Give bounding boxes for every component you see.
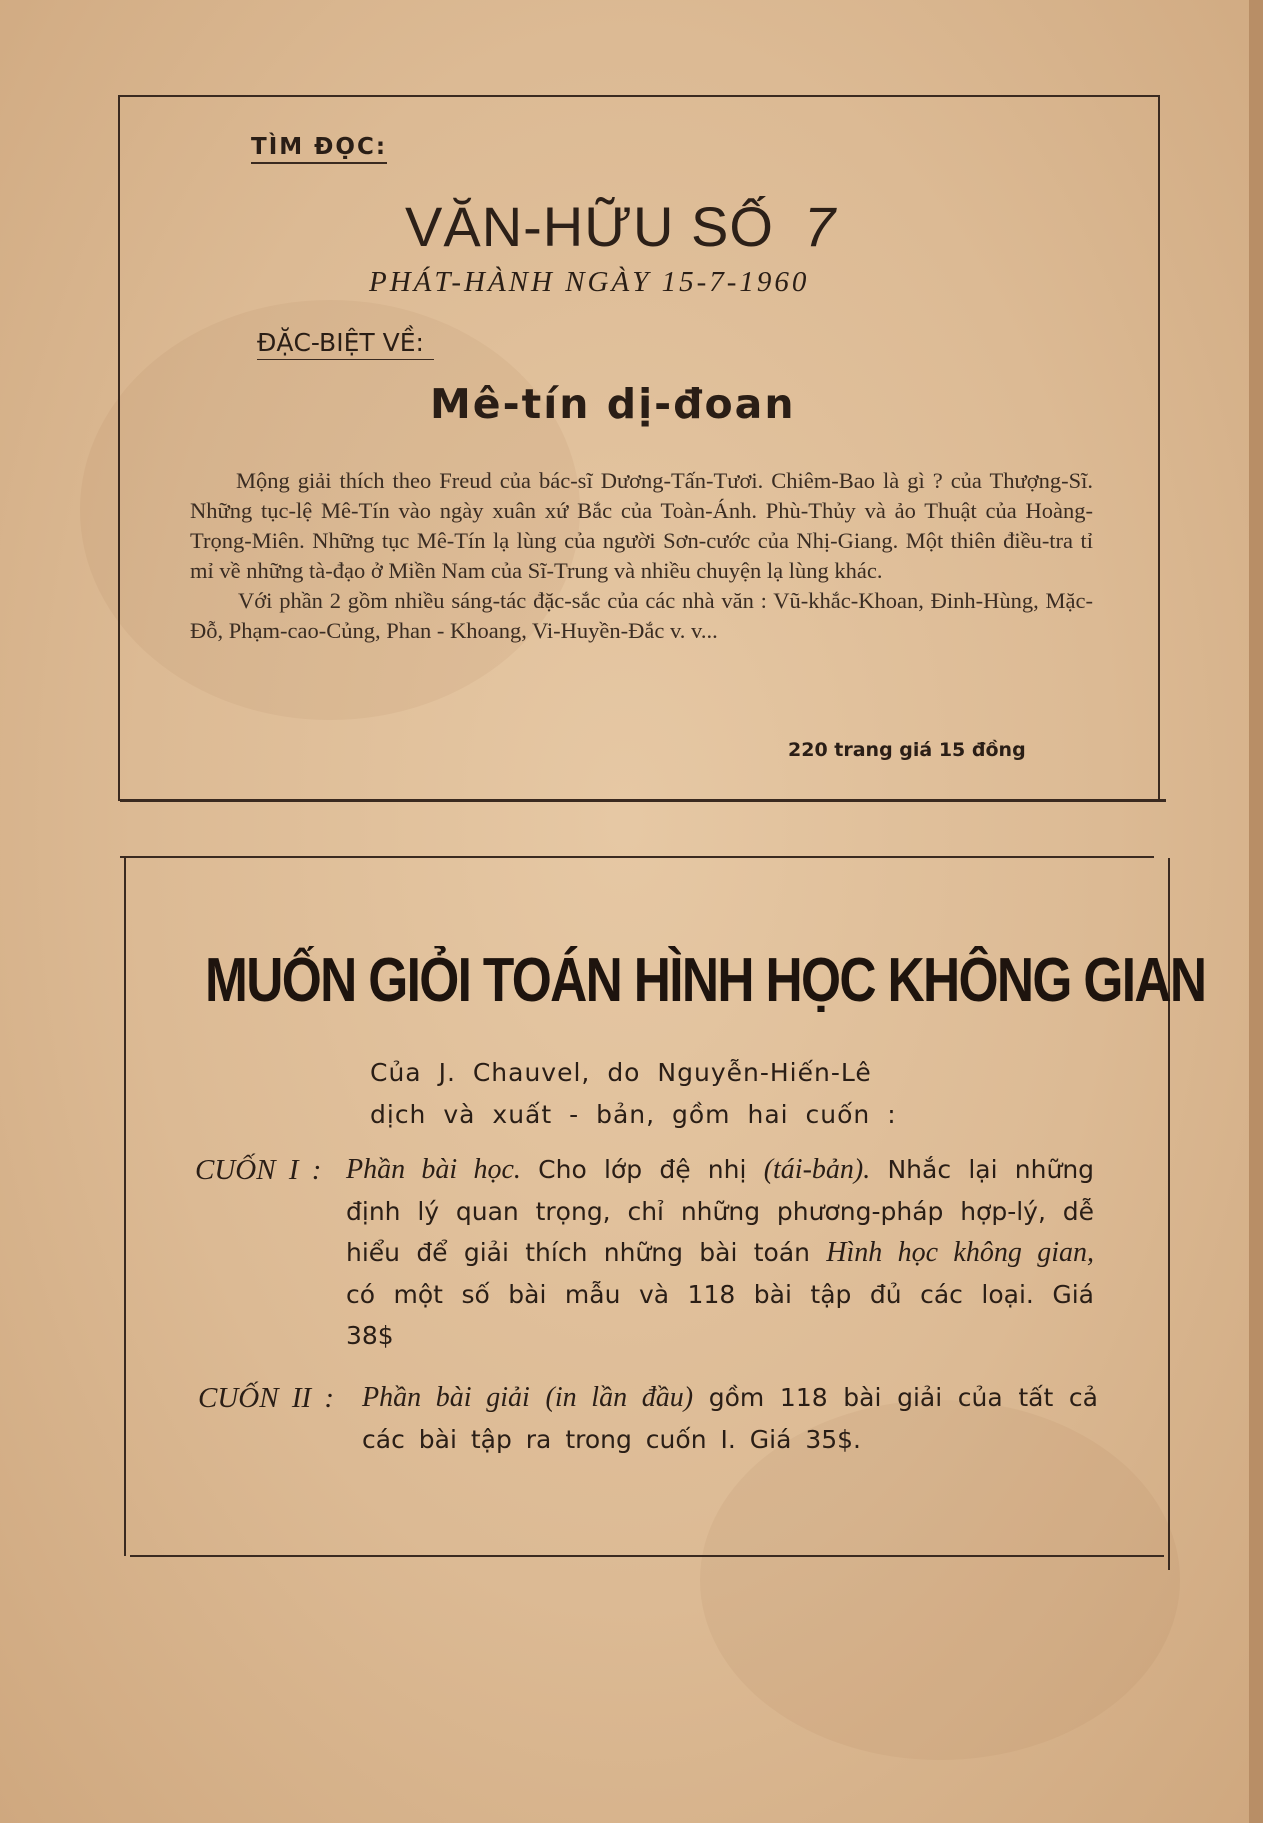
book-intro bbox=[370, 1052, 897, 1136]
volume-1-title: Phần bài học. bbox=[346, 1154, 521, 1185]
box1-top-border bbox=[118, 95, 1158, 97]
volume-1-text: Cho lớp đệ nhị bbox=[538, 1155, 747, 1184]
box1-bottom-border bbox=[120, 799, 1166, 802]
volume-1-edition: (tái-bản). bbox=[763, 1154, 871, 1185]
book-title: MUỐN GIỎI TOÁN HÌNH HỌC KHÔNG GIAN bbox=[205, 946, 1206, 1015]
volume-2-edition: (in lần đầu) bbox=[545, 1382, 694, 1413]
box1-right-border bbox=[1158, 95, 1160, 801]
volume-2-title: Phần bài giải bbox=[362, 1382, 530, 1413]
find-read-label: TÌM ĐỌC: bbox=[251, 134, 387, 164]
volume-1 bbox=[195, 1149, 1095, 1357]
body-paragraph: Mộng giải thích theo Freud của bác-sĩ Dương-Tấn-Tươi. Chiêm-Bao là gì ? của Thượng-Sĩ. Những tục-lệ Mê-Tín vào ngày xuân xứ Bắc của Toàn-Ánh. Phù-Thủy và ảo Thuật của Hoàng-Trọng-Miên. Những tục Mê-Tín lạ lùng của người Sơn-cước của Nhị-Giang. Một thiên điều-tra tỉ mỉ về những tà-đạo ở Miền Nam của Sĩ-Trung và nhiều chuyện lạ lùng khác. bbox=[190, 468, 1093, 583]
announcement-body bbox=[190, 466, 1093, 646]
intro-line: Của J. Chauvel, do Nguyễn-Hiến-Lê bbox=[370, 1058, 872, 1087]
volume-1-text: Nhắc lại những định lý quan trọng, chỉ những phương-pháp hợp-lý, dễ hiểu để giải thích những bài toán bbox=[346, 1155, 1095, 1267]
box1-left-border bbox=[118, 97, 120, 801]
price-line: 220 trang giá 15 đồng bbox=[788, 739, 1026, 761]
volume-1-label: CUỐN I : bbox=[195, 1154, 322, 1186]
special-topic: Mê-tín dị-đoan bbox=[430, 380, 796, 428]
volume-2-text: gồm 118 bài giải của tất cả các bài tập ra trong cuốn I. Giá 35$. bbox=[362, 1383, 1098, 1454]
issue-number: 7 bbox=[803, 195, 837, 258]
body-paragraph: Với phần 2 gồm nhiều sáng-tác đặc-sắc của các nhà văn : Vũ-khắc-Khoan, Đinh-Hùng, Mặc-Đỗ, Phạm-cao-Củng, Phan - Khoang, Vi-Huyền-Đắc v. v... bbox=[190, 588, 1093, 643]
intro-line: dịch và xuất - bản, gồm hai cuốn : bbox=[370, 1100, 897, 1129]
volume-2-label: CUỐN II : bbox=[198, 1382, 335, 1414]
release-date: PHÁT-HÀNH NGÀY 15-7-1960 bbox=[369, 266, 810, 298]
volume-2 bbox=[198, 1377, 1098, 1460]
magazine-name: VĂN-HỮU SỐ bbox=[405, 195, 774, 258]
box2-bottom-border bbox=[130, 1555, 1164, 1557]
box2-left-border bbox=[124, 858, 126, 1556]
special-label: ĐẶC-BIỆT VỀ: bbox=[257, 328, 434, 360]
volume-1-subject: Hình học không gian, bbox=[826, 1237, 1094, 1268]
box2-top-border bbox=[120, 856, 1154, 858]
magazine-title bbox=[405, 194, 836, 259]
volume-1-text: có một số bài mẫu và 118 bài tập đủ các loại. Giá 38$ bbox=[346, 1279, 1094, 1350]
